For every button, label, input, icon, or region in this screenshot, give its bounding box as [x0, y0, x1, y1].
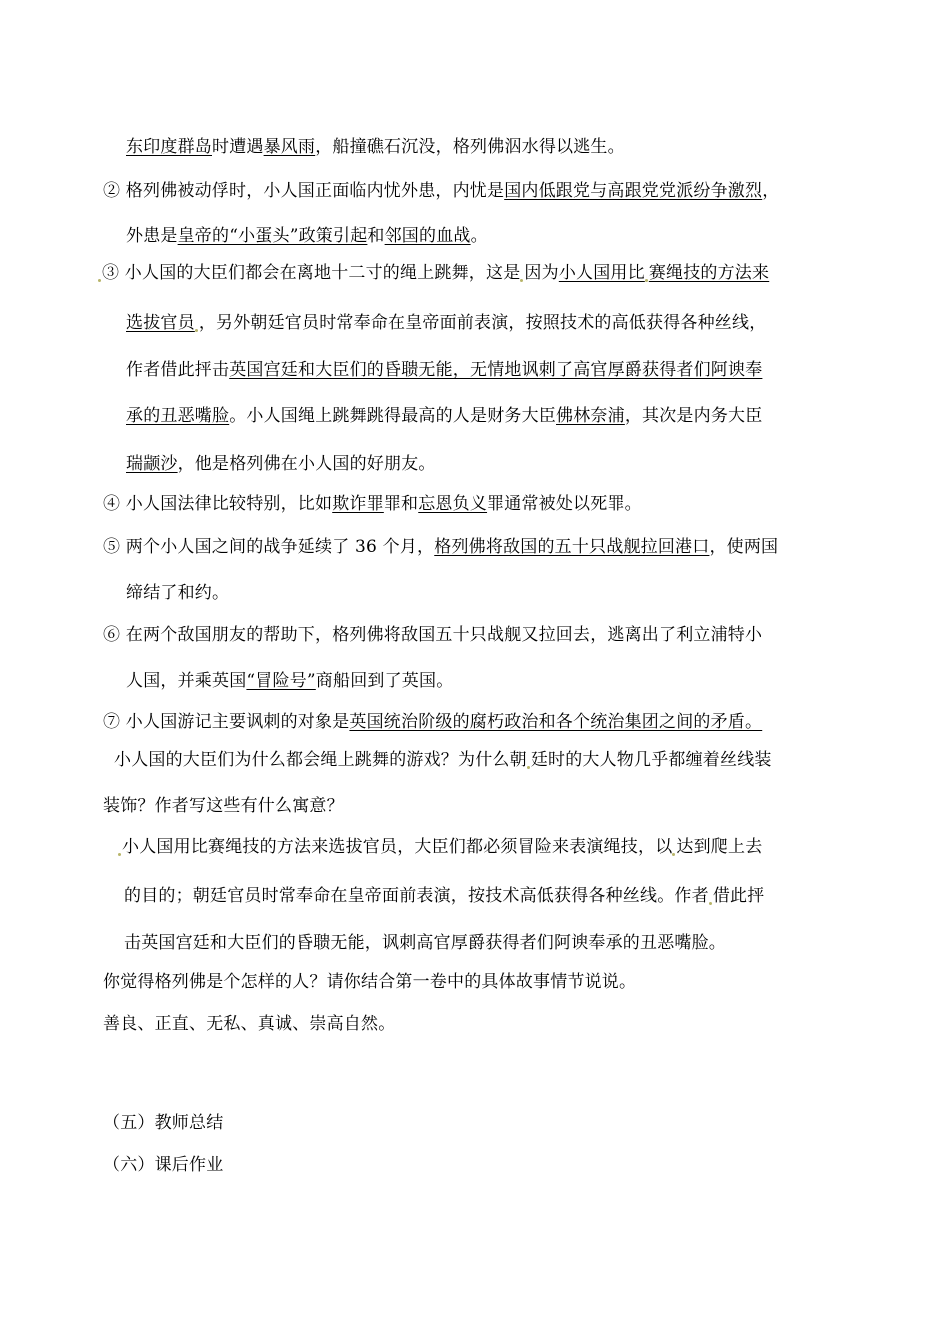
item-7: ⑦ 小人国游记主要讽刺的对象是英国统治阶级的腐朽政治和各个统治集团之间的矛盾。 [103, 712, 763, 732]
mark-dot [645, 279, 648, 282]
item-5: ⑤ 两个小人国之间的战争延续了 36 个月，格列佛将敌国的五十只战舰拉回港口，使两国 [103, 537, 779, 557]
item-3-line-4: 承的丑恶嘴脸。小人国绳上跳舞跳得最高的人是财务大臣佛林奈浦，其次是内务大臣 [126, 406, 763, 426]
answer-1-line-2: 的目的；朝廷官员时常奉命在皇帝面前表演，按技术高低获得各种丝线。作者 借此抨 [124, 886, 765, 906]
answer-1-line-3: 击英国宫廷和大臣们的昏聩无能，讽刺高官厚爵获得者们阿谀奉承的丑恶嘴脸。 [124, 933, 726, 953]
underlined-answer: 赛绳技的方法来 [648, 263, 770, 283]
underlined-term: 暴风雨 [263, 137, 316, 157]
mark-dot [195, 329, 198, 332]
underlined-term: “冒险号” [246, 671, 316, 691]
underlined-answer: 邻国的血战 [384, 226, 471, 246]
item-6: ⑥ 在两个敌国朋友的帮助下，格列佛将敌国五十只战舰又拉回去，逃离出了利立浦特小 [103, 625, 763, 645]
item-2: ② 格列佛被动俘时，小人国正面临内忧外患，内忧是国内低跟党与高跟党党派纷争激烈， [103, 181, 780, 201]
underlined-answer: 格列佛将敌国的五十只战舰拉回港口 [434, 537, 710, 557]
underlined-term: 佛林奈浦 [556, 406, 625, 426]
underlined-answer: 国内低跟党与高跟党党派纷争激烈 [504, 181, 763, 201]
underlined-term: 忘恩负义 [418, 494, 488, 514]
question-1: 小人国的大臣们为什么都会绳上跳舞的游戏？为什么朝 廷时的大人物几乎都缠着丝线装 [114, 750, 772, 770]
question-1-continuation: 装饰？作者写这些有什么寓意？ [103, 796, 344, 816]
question-2: 你觉得格列佛是个怎样的人？请你结合第一卷中的具体故事情节说说。 [103, 972, 637, 992]
answer-2: 善良、正直、无私、真诚、崇高自然。 [103, 1014, 396, 1034]
item-3-line-5: 瑞颛沙，他是格列佛在小人国的好朋友。 [126, 454, 436, 474]
item-5-continuation: 缔结了和约。 [126, 583, 230, 603]
underlined-answer: 小人国用比 [558, 263, 645, 283]
underlined-answer: 承的丑恶嘴脸 [126, 406, 230, 426]
mark-dot [118, 853, 121, 856]
underlined-answer: 皇帝的“小蛋头”政策引起 [177, 226, 368, 246]
mark-dot [672, 853, 675, 856]
section-heading-teacher-summary: （五）教师总结 [103, 1113, 224, 1133]
item-2-continuation: 外患是皇帝的“小蛋头”政策引起和邻国的血战。 [126, 226, 488, 246]
mark-dot [709, 902, 712, 905]
mark-dot [527, 766, 530, 769]
underlined-term: 欺诈罪 [332, 494, 384, 514]
item-3-line-3: 作者借此抨击英国宫廷和大臣们的昏聩无能，无情地讽刺了高官厚爵获得者们阿谀奉 [126, 360, 763, 380]
underlined-answer: 选拔官员 [126, 313, 195, 333]
item-3: ③ 小人国的大臣们都会在离地十二寸的绳上跳舞，这是 因为小人国用比 赛绳技的方法来 [98, 262, 769, 284]
underlined-answer: 英国统治阶级的腐朽政治和各个统治集团之间的矛盾。 [349, 712, 763, 732]
item-1-continuation: 东印度群岛时遭遇暴风雨，船撞礁石沉没，格列佛泅水得以逃生。 [126, 137, 625, 157]
mark-dot [98, 279, 101, 282]
underlined-term: 东印度群岛 [126, 137, 212, 157]
item-6-continuation: 人国，并乘英国“冒险号”商船回到了英国。 [126, 671, 454, 691]
mark-dot [520, 279, 523, 282]
section-heading-homework: （六）课后作业 [103, 1155, 224, 1175]
item-3-line-2: 选拔官员 ，另外朝廷官员时常奉命在皇帝面前表演，按照技术的高低获得各种丝线， [126, 313, 767, 333]
underlined-answer: 英国宫廷和大臣们的昏聩无能，无情地讽刺了高官厚爵获得者们阿谀奉 [229, 360, 763, 380]
underlined-term: 瑞颛沙 [126, 454, 178, 474]
answer-1: 小人国用比赛绳技的方法来选拔官员，大臣们都必须冒险来表演绳技，以 达到爬上去 [118, 836, 762, 858]
item-4: ④ 小人国法律比较特别，比如欺诈罪罪和忘恩负义罪通常被处以死罪。 [103, 494, 642, 514]
